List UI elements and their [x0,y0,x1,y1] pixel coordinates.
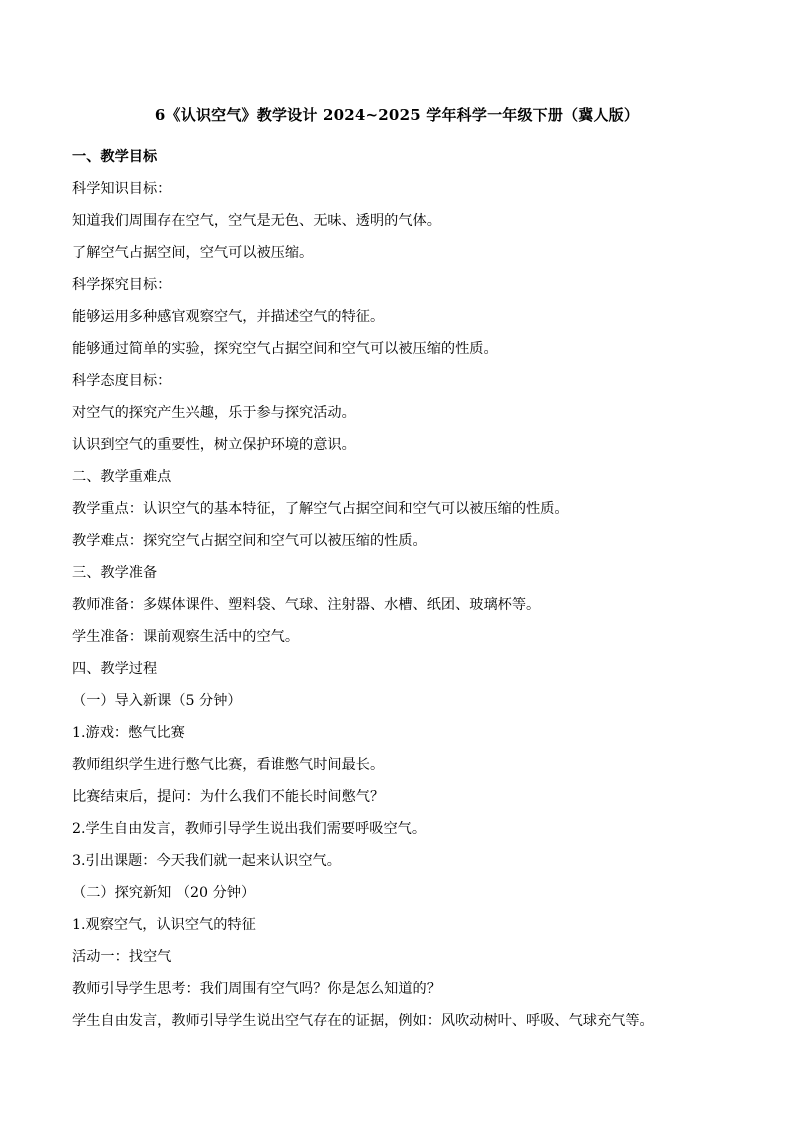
subsection-heading: （一）导入新课（5 分钟） [72,693,242,709]
paragraph-line: 知道我们周围存在空气，空气是无色、无味、透明的气体。 [72,213,441,229]
paragraph-line: 科学知识目标： [72,181,172,197]
document-body [72,141,752,1037]
paragraph-line: 1.观察空气，认识空气的特征 [72,917,256,933]
paragraph-line: 3.引出课题：今天我们就一起来认识空气。 [72,853,341,869]
paragraph-line: 认识到空气的重要性，树立保护环境的意识。 [72,437,356,453]
paragraph-line: 科学态度目标： [72,373,172,389]
paragraph-line: 对空气的探究产生兴趣，乐于参与探究活动。 [72,405,356,421]
paragraph-line: 能够通过简单的实验，探究空气占据空间和空气可以被压缩的性质。 [72,341,498,357]
paragraph-line: 1.游戏：憋气比赛 [72,725,185,741]
section-heading-objectives: 一、教学目标 [72,149,158,165]
paragraph-line: 教学难点：探究空气占据空间和空气可以被压缩的性质。 [72,533,427,549]
paragraph-line: 科学探究目标： [72,277,172,293]
paragraph-line: 教师准备：多媒体课件、塑料袋、气球、注射器、水槽、纸团、玻璃杯等。 [72,597,541,613]
paragraph-line: 学生自由发言，教师引导学生说出空气存在的证据，例如：风吹动树叶、呼吸、气球充气等。 [72,1013,654,1029]
paragraph-line: 了解空气占据空间，空气可以被压缩。 [72,245,314,261]
paragraph-line: 2.学生自由发言，教师引导学生说出我们需要呼吸空气。 [72,821,427,837]
paragraph-line: 教学重点：认识空气的基本特征，了解空气占据空间和空气可以被压缩的性质。 [72,501,569,517]
paragraph-line: 教师组织学生进行憋气比赛，看谁憋气时间最长。 [72,757,385,773]
paragraph-line: 活动一：找空气 [72,949,172,965]
section-heading-process: 四、教学过程 [72,661,158,677]
section-heading-key-points: 二、教学重难点 [72,469,172,485]
paragraph-line: 比赛结束后，提问：为什么我们不能长时间憋气？ [72,789,385,805]
document-title: 6《认识空气》教学设计 2024~2025 学年科学一年级下册（冀人版） [154,106,640,124]
section-heading-preparation: 三、教学准备 [72,565,158,581]
paragraph-line: 学生准备：课前观察生活中的空气。 [72,629,300,645]
paragraph-line: 教师引导学生思考：我们周围有空气吗？你是怎么知道的？ [72,981,441,997]
subsection-heading: （二）探究新知 （20 分钟） [72,885,256,901]
paragraph-line: 能够运用多种感官观察空气，并描述空气的特征。 [72,309,385,325]
